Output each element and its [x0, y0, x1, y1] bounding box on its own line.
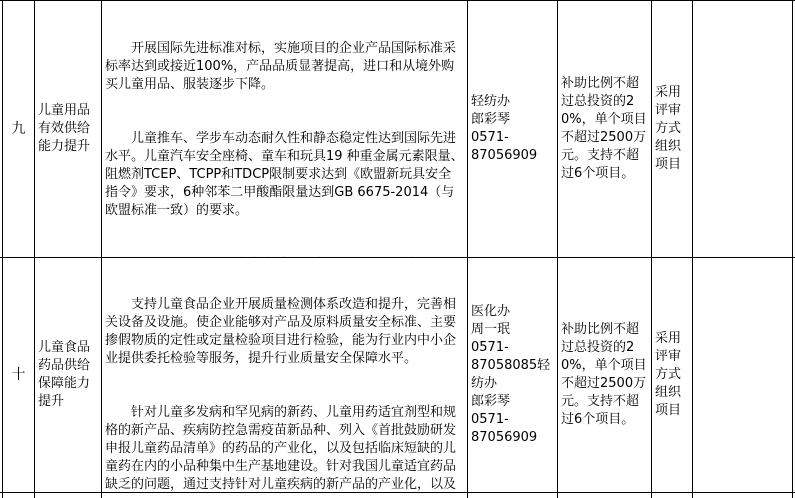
row-title: 儿童用品有效供给能力提升	[38, 103, 91, 154]
row-contact: 医化办 周一珉 0571- 87058085轻纺办 郎彩琴 0571- 87056909	[471, 304, 551, 445]
description-paragraph	[105, 256, 464, 257]
row-subsidy: 补助比例不超过总投资的20%，单个项目不超过2500万元。支持不超过6个项目。	[561, 76, 647, 181]
row-title: 儿童食品药品供给保障能力提升	[38, 340, 91, 409]
row-number: 十	[11, 367, 26, 383]
table-border-right	[792, 0, 793, 498]
row-description	[102, 258, 467, 492]
description-paragraph: 支持儿童食品企业开展质量检测体系改造和提升，完善相关设备及设施。使企业能够对产品及原料质量安全标准、主要掺假物质的定性或定量检验项目进行检验，能为行业内中小企业提供委托检验等服务，提升行业质量安全保障水平。	[105, 297, 457, 366]
row-number: 九	[11, 121, 26, 137]
row-contact: 轻纺办 郎彩琴 0571- 87056909	[471, 94, 538, 163]
row-method: 采用评审方式组织项目	[655, 331, 682, 418]
description-paragraph: 开展国际先进标准对标，实施项目的企业产品国际标准采标率达到或接近100%，产品品质显著提高，进口和从境外购买儿童用品、服装逐步下降。	[105, 41, 457, 92]
description-paragraph: 针对儿童多发病和罕见病的新药、儿童用药适宜剂型和规格的新产品、疾病防控急需疫苗新品种、列入《首批鼓励研发申报儿童药品清单》的药品的产业化，以及包括临床短缺的儿童药在内的小品种集中生产基地建设。针对我国儿童适宜药品缺乏的问题，通过支持针对儿童疾病的新产品的产业化，以及	[105, 405, 457, 492]
row-method: 采用评审方式组织项目	[655, 85, 682, 172]
column-divider	[692, 0, 693, 498]
row-subsidy: 补助比例不超过总投资的20%，单个项目不超过2500万元。支持不超过6个项目。	[561, 322, 647, 427]
row-description	[102, 1, 467, 257]
table-border-bottom	[0, 492, 795, 493]
description-paragraph: 儿童推车、学步车动态耐久性和静态稳定性达到国际先进水平。儿童汽车安全座椅、童车和玩具19 种重金属元素限量、阻燃剂TCEP、TCPP和TDCP限制要求达到《欧盟新玩具安全指令》要求，6种邻苯二甲酸酯限量达到GB 6675-2014（与欧盟标准一致）的要求。	[105, 131, 464, 218]
